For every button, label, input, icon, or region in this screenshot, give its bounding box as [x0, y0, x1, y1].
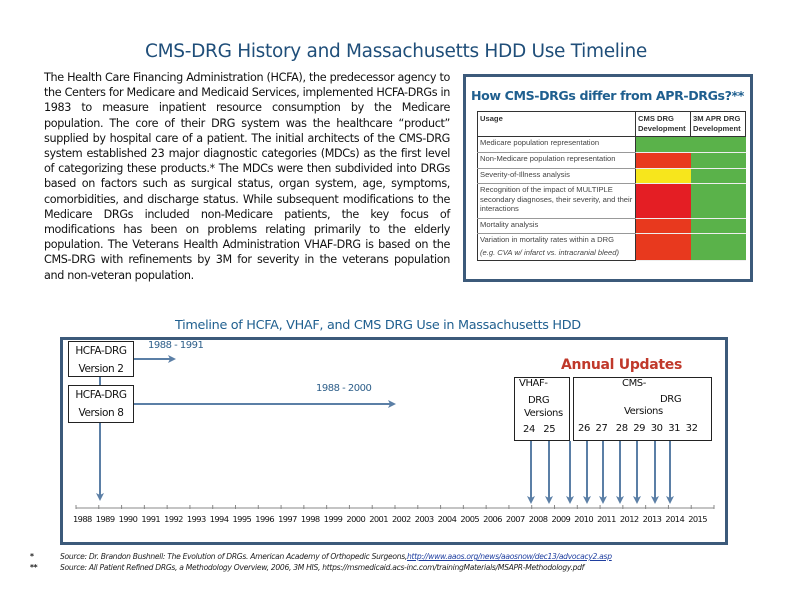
footnote-1 — [30, 551, 770, 562]
usage-cell — [478, 234, 636, 261]
axis-year-label: 1989 — [95, 514, 115, 524]
vhaf-line2: DRG — [528, 395, 550, 406]
page-title: CMS-DRG History and Massachusetts HDD Use Timeline — [145, 41, 647, 62]
cms-versions: 26 27 28 29 30 31 32 — [578, 423, 698, 434]
axis-year-label: 2010 — [574, 514, 593, 524]
cms-line1: CMS- — [622, 378, 646, 389]
axis-year-label: 2012 — [619, 514, 639, 524]
timeline-title: Timeline of HCFA, VHAF, and CMS DRG Use in Massachusetts HDD — [175, 318, 581, 333]
axis-year-label: 1993 — [186, 514, 206, 524]
usage-cell — [478, 137, 636, 153]
usage-label: Recognition of the impact of MULTIPLE secondary diagnoses, their severity, and their interactions — [480, 185, 633, 213]
hcfa-v8-line1: HCFA-DRG — [75, 389, 127, 401]
hcfa-v8-range: 1988 - 2000 — [316, 383, 372, 394]
annual-updates-title: Annual Updates — [561, 357, 683, 373]
header-usage: Usage — [478, 112, 636, 137]
header-apr: 3M APR DRG Development — [691, 112, 746, 137]
timeline-axis-labels — [73, 514, 723, 526]
usage-note: (e.g. CVA w/ infarct vs. intracranial bleed) — [480, 247, 619, 257]
axis-year-label: 1997 — [278, 514, 297, 524]
header-cms: CMS DRG Development — [636, 112, 691, 137]
hcfa-v2-box — [68, 341, 134, 377]
cms-status-cell — [636, 137, 691, 153]
comparison-row — [478, 137, 746, 153]
cms-status-cell — [636, 169, 691, 184]
apr-status-cell — [691, 137, 746, 153]
hcfa-v2-range: 1988 - 1991 — [148, 340, 204, 351]
footnote-2 — [30, 562, 770, 573]
axis-year-label: 2006 — [483, 514, 502, 524]
comparison-title: How CMS-DRGs differ from APR-DRGs?** — [471, 88, 744, 103]
axis-year-label: 2004 — [437, 514, 457, 524]
intro-paragraph: The Health Care Financing Administration (HCFA), the predecessor agency to the Centers for Medicare and Medicaid Services, implemented HCFA-DRGs in 1983 to measure inpatient resource consumption by the Medicare population. The core of their DRG system was the healthcare “product” supplied by hospital care of a patient. The initial architects of the CMS-DRG system established 23 major diagnostic categories (MDCs) as the first level of categorizing these products.* The MDCs were then subdivided into DRGs based on factors such as surgical status, organ system, age, symptoms, comorbidities, and discharge status. While subsequent modifications to the Medicare DRGs included non-Medicare patients, the key focus of modifications has been on problems relating primarily to the elderly population. The Veterans Health Administration VHAF-DRG is based on the CMS-DRG with refinements by 3M for severity in the veterans population and non-veteran population. — [44, 71, 450, 282]
usage-cell — [478, 184, 636, 219]
axis-year-label: 2008 — [528, 514, 548, 524]
vhaf-line3: Versions — [524, 408, 563, 419]
usage-cell — [478, 153, 636, 169]
apr-status-cell — [691, 234, 746, 261]
footnote-1-mark: * — [30, 552, 34, 561]
comparison-panel — [463, 74, 753, 282]
comparison-row — [478, 234, 746, 261]
cms-line2: DRG — [660, 394, 682, 405]
hcfa-v8-box — [68, 385, 134, 423]
axis-year-label: 2000 — [346, 514, 366, 524]
usage-cell — [478, 169, 636, 184]
usage-label: Severity-of-Illness analysis — [480, 170, 570, 179]
hcfa-v2-line1: HCFA-DRG — [75, 345, 127, 357]
axis-year-label: 2013 — [642, 514, 662, 524]
axis-year-label: 2007 — [505, 514, 525, 524]
apr-status-cell — [691, 219, 746, 234]
footnotes — [30, 551, 770, 573]
apr-status-cell — [691, 153, 746, 169]
comparison-table — [477, 111, 746, 261]
axis-year-label: 1992 — [164, 514, 183, 524]
axis-year-label: 1994 — [209, 514, 229, 524]
footnote-2-text: Source: All Patient Refined DRGs, a Methodology Overview, 2006, 3M HIS, https://msmedicaid.acs-inc.com/trainingMaterials/MSAPR-Methodology.pdf — [60, 563, 585, 572]
footnote-2-mark: ** — [30, 563, 38, 572]
axis-year-label: 2015 — [688, 514, 707, 524]
axis-year-label: 1999 — [323, 514, 343, 524]
comparison-row — [478, 153, 746, 169]
apr-status-cell — [691, 184, 746, 219]
axis-year-label: 2014 — [665, 514, 685, 524]
apr-status-cell — [691, 169, 746, 184]
cms-status-cell — [636, 219, 691, 234]
usage-cell — [478, 219, 636, 234]
axis-year-label: 2002 — [392, 514, 411, 524]
footnote-1-text: Source: Dr. Brandon Bushnell: The Evolution of DRGs. American Academy of Orthopedic Surgeons, — [60, 552, 407, 561]
hcfa-v2-line2: Version 2 — [78, 363, 124, 375]
axis-year-label: 2001 — [369, 514, 388, 524]
axis-year-label: 1990 — [118, 514, 138, 524]
usage-label: Mortality analysis — [480, 220, 539, 229]
usage-label: Medicare population representation — [480, 138, 600, 147]
axis-year-label: 2011 — [597, 514, 616, 524]
axis-year-label: 1995 — [232, 514, 252, 524]
vhaf-line1: VHAF- — [519, 378, 548, 389]
cms-status-cell — [636, 234, 691, 261]
cms-status-cell — [636, 184, 691, 219]
axis-year-label: 1988 — [73, 514, 92, 524]
footnote-1-link[interactable]: http://www.aaos.org/news/aaosnow/dec13/advocacy2.asp — [407, 552, 612, 561]
usage-label: Variation in mortality rates within a DRG — [480, 235, 615, 244]
cms-status-cell — [636, 153, 691, 169]
comparison-row — [478, 219, 746, 234]
vhaf-versions: 24 25 — [523, 424, 556, 435]
axis-year-label: 1998 — [300, 514, 320, 524]
hcfa-v8-line2: Version 8 — [78, 407, 124, 419]
usage-label: Non-Medicare population representation — [480, 154, 616, 163]
axis-year-label: 2003 — [414, 514, 434, 524]
axis-year-label: 2009 — [551, 514, 571, 524]
axis-year-label: 1991 — [141, 514, 161, 524]
axis-year-label: 2005 — [460, 514, 480, 524]
comparison-row — [478, 184, 746, 219]
cms-line3: Versions — [624, 406, 663, 417]
axis-year-label: 1996 — [255, 514, 274, 524]
comparison-row — [478, 169, 746, 184]
